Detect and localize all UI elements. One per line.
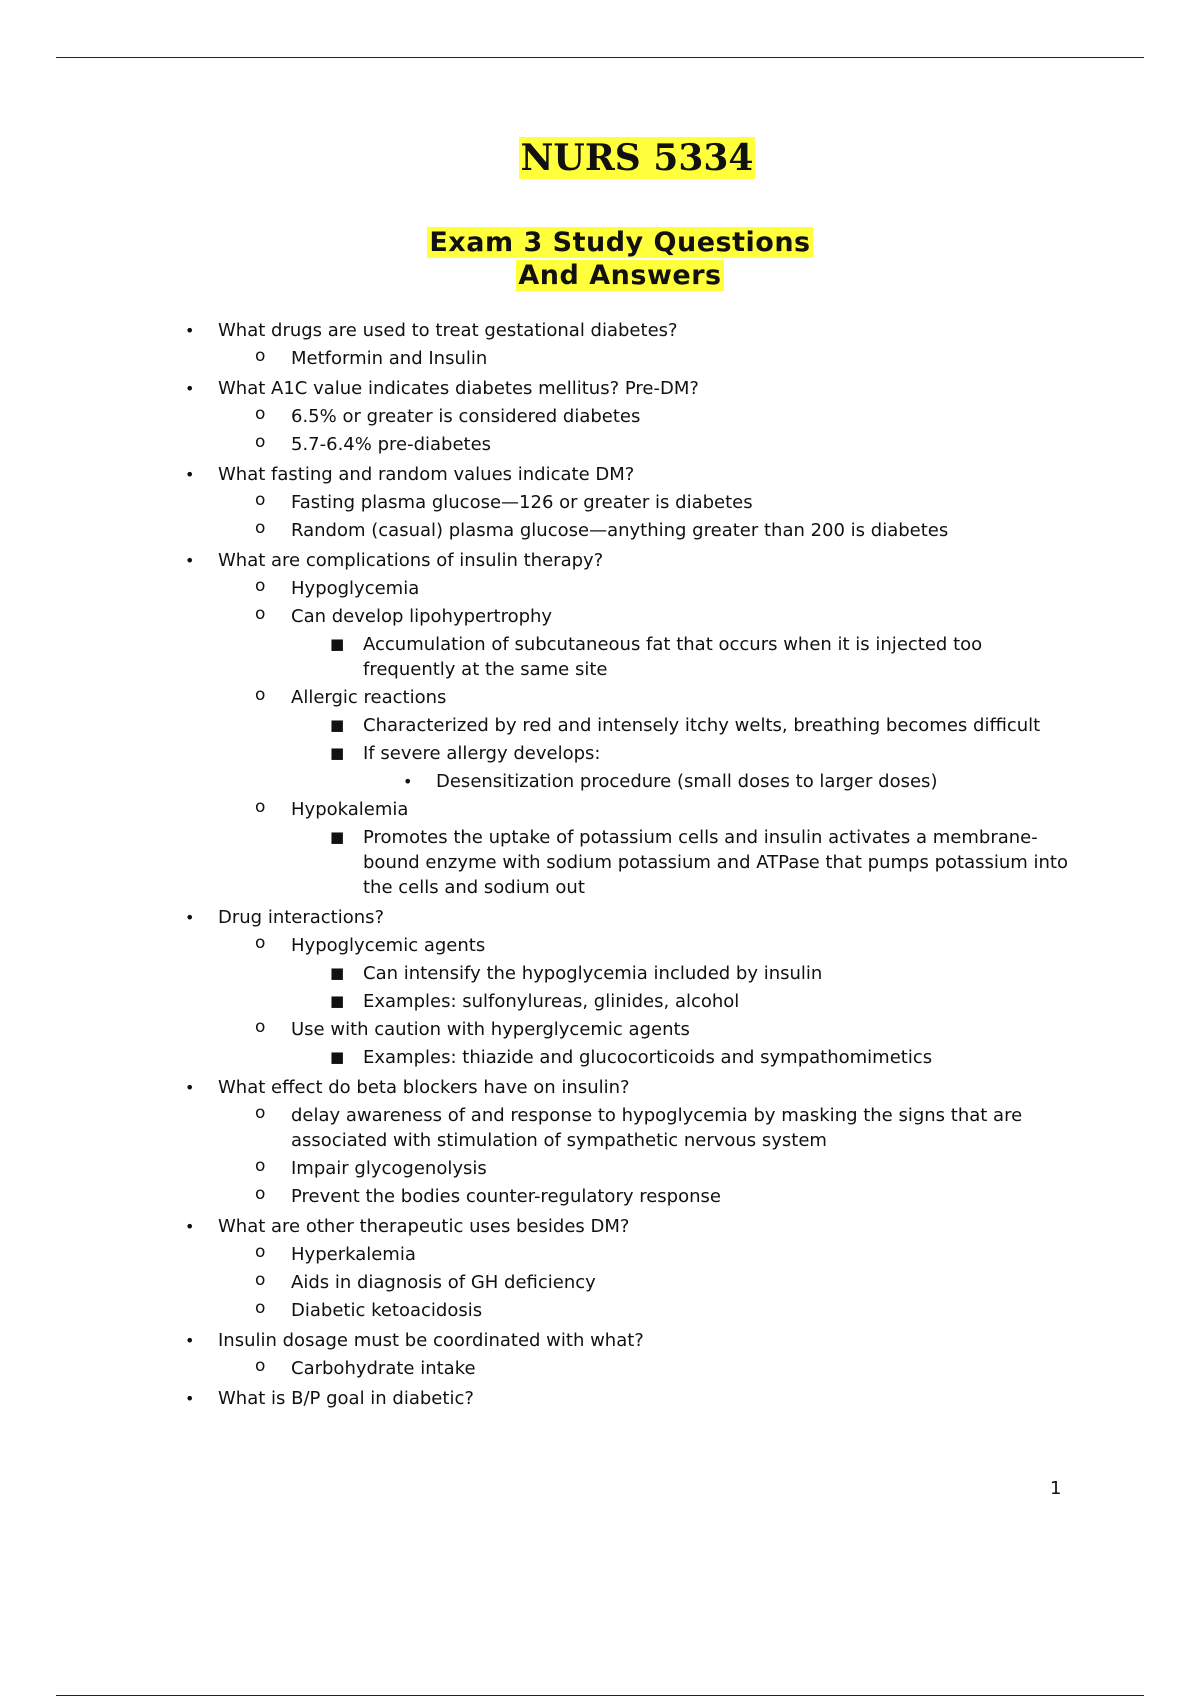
question-item (0, 1328, 1100, 1353)
top-rule (56, 57, 1144, 58)
course-title (0, 136, 1200, 180)
square-bullet-icon: ■ (330, 992, 345, 1010)
item-text: If severe allergy develops: (363, 743, 601, 764)
page-number: 1 (1050, 1478, 1062, 1499)
question-item (0, 376, 1100, 401)
bullet-icon: • (185, 1331, 195, 1350)
answer-item (0, 713, 1100, 738)
question-item (0, 548, 1100, 573)
item-text: What drugs are used to treat gestational diabetes? (218, 320, 678, 341)
circle-bullet-icon: o (255, 1103, 266, 1123)
answer-item (0, 1356, 1100, 1381)
item-text: Impair glycogenolysis (291, 1158, 487, 1179)
answer-item (0, 1045, 1100, 1070)
item-text: delay awareness of and response to hypoglycemia by masking the signs that are associated with stimulation of sympathetic nervous system (291, 1105, 1023, 1151)
circle-bullet-icon: o (255, 346, 266, 366)
answer-item (0, 346, 1100, 371)
answer-item (0, 989, 1100, 1014)
answer-item (0, 1156, 1100, 1181)
square-bullet-icon: ■ (330, 964, 345, 982)
circle-bullet-icon: o (255, 404, 266, 424)
answer-item (0, 825, 1100, 900)
answer-item (0, 1270, 1100, 1295)
bullet-icon: • (185, 908, 195, 927)
circle-bullet-icon: o (255, 490, 266, 510)
answer-item (0, 685, 1100, 710)
item-text: Examples: thiazide and glucocorticoids and sympathomimetics (363, 1047, 933, 1068)
circle-bullet-icon: o (255, 1356, 266, 1376)
item-text: Desensitization procedure (small doses to larger doses) (436, 771, 938, 792)
bullet-icon: • (185, 379, 195, 398)
answer-item (0, 741, 1100, 766)
answer-item (0, 1184, 1100, 1209)
question-item (0, 1214, 1100, 1239)
square-bullet-icon: ■ (330, 1048, 345, 1066)
bullet-icon: • (403, 772, 413, 791)
circle-bullet-icon: o (255, 1270, 266, 1290)
item-text: Insulin dosage must be coordinated with what? (218, 1330, 644, 1351)
square-bullet-icon: ■ (330, 716, 345, 734)
circle-bullet-icon: o (255, 797, 266, 817)
bullet-icon: • (185, 1217, 195, 1236)
item-text: Promotes the uptake of potassium cells and insulin activates a membrane-bound enzyme with sodium potassium and ATPase that pumps potassium into the cells and sodium out (363, 827, 1068, 898)
item-text: Can intensify the hypoglycemia included by insulin (363, 963, 823, 984)
title-line-1: Exam 3 Study Questions (429, 227, 811, 258)
circle-bullet-icon: o (255, 604, 266, 624)
item-text: 6.5% or greater is considered diabetes (291, 406, 641, 427)
item-text: Random (casual) plasma glucose—anything greater than 200 is diabetes (291, 520, 949, 541)
bullet-icon: • (185, 1078, 195, 1097)
answer-item (0, 432, 1100, 457)
bullet-icon: • (185, 465, 195, 484)
answer-item (0, 797, 1100, 822)
circle-bullet-icon: o (255, 1242, 266, 1262)
bullet-icon: • (185, 551, 195, 570)
square-bullet-icon: ■ (330, 744, 345, 762)
answer-item (0, 1017, 1100, 1042)
item-text: What are other therapeutic uses besides DM? (218, 1216, 630, 1237)
bottom-rule (56, 1695, 1144, 1696)
item-text: What is B/P goal in diabetic? (218, 1388, 474, 1409)
item-text: What are complications of insulin therapy? (218, 550, 604, 571)
circle-bullet-icon: o (255, 432, 266, 452)
circle-bullet-icon: o (255, 1184, 266, 1204)
item-text: Drug interactions? (218, 907, 385, 928)
answer-item (0, 1242, 1100, 1267)
answer-item (0, 961, 1100, 986)
item-text: Allergic reactions (291, 687, 447, 708)
question-item (0, 905, 1100, 930)
answer-item (0, 1103, 1100, 1153)
item-text: What fasting and random values indicate DM? (218, 464, 635, 485)
question-item (0, 318, 1100, 343)
circle-bullet-icon: o (255, 685, 266, 705)
circle-bullet-icon: o (255, 1298, 266, 1318)
item-text: Characterized by red and intensely itchy welts, breathing becomes difficult (363, 715, 1041, 736)
item-text: Prevent the bodies counter-regulatory response (291, 1186, 721, 1207)
circle-bullet-icon: o (255, 576, 266, 596)
item-text: Diabetic ketoacidosis (291, 1300, 483, 1321)
answer-item (0, 604, 1100, 629)
item-text: Carbohydrate intake (291, 1358, 476, 1379)
question-list (0, 313, 1100, 1411)
item-text: Examples: sulfonylureas, glinides, alcohol (363, 991, 740, 1012)
item-text: Hypoglycemic agents (291, 935, 486, 956)
bullet-icon: • (185, 1389, 195, 1408)
answer-item (0, 404, 1100, 429)
course-title-text: NURS 5334 (520, 137, 754, 179)
item-text: Can develop lipohypertrophy (291, 606, 553, 627)
circle-bullet-icon: o (255, 518, 266, 538)
item-text: 5.7-6.4% pre-diabetes (291, 434, 492, 455)
item-text: Hypokalemia (291, 799, 409, 820)
item-text: Aids in diagnosis of GH deficiency (291, 1272, 596, 1293)
item-text: What effect do beta blockers have on insulin? (218, 1077, 630, 1098)
answer-item (0, 490, 1100, 515)
answer-item (0, 518, 1100, 543)
item-text: Hyperkalemia (291, 1244, 416, 1265)
question-item (0, 1075, 1100, 1100)
item-text: Fasting plasma glucose—126 or greater is diabetes (291, 492, 753, 513)
item-text: Metformin and Insulin (291, 348, 488, 369)
question-item (0, 462, 1100, 487)
answer-item (0, 1298, 1100, 1323)
item-text: Accumulation of subcutaneous fat that occurs when it is injected too frequently at the same site (363, 634, 983, 680)
question-item (0, 1386, 1100, 1411)
square-bullet-icon: ■ (330, 635, 345, 653)
answer-item (0, 769, 1100, 794)
answer-item (0, 576, 1100, 601)
bullet-icon: • (185, 321, 195, 340)
item-text: Hypoglycemia (291, 578, 420, 599)
square-bullet-icon: ■ (330, 828, 345, 846)
document-title (0, 226, 1200, 292)
circle-bullet-icon: o (255, 1156, 266, 1176)
circle-bullet-icon: o (255, 1017, 266, 1037)
answer-item (0, 632, 1100, 682)
item-text: Use with caution with hyperglycemic agents (291, 1019, 690, 1040)
answer-item (0, 933, 1100, 958)
circle-bullet-icon: o (255, 933, 266, 953)
title-line-2: And Answers (518, 260, 722, 291)
item-text: What A1C value indicates diabetes mellitus? Pre-DM? (218, 378, 699, 399)
